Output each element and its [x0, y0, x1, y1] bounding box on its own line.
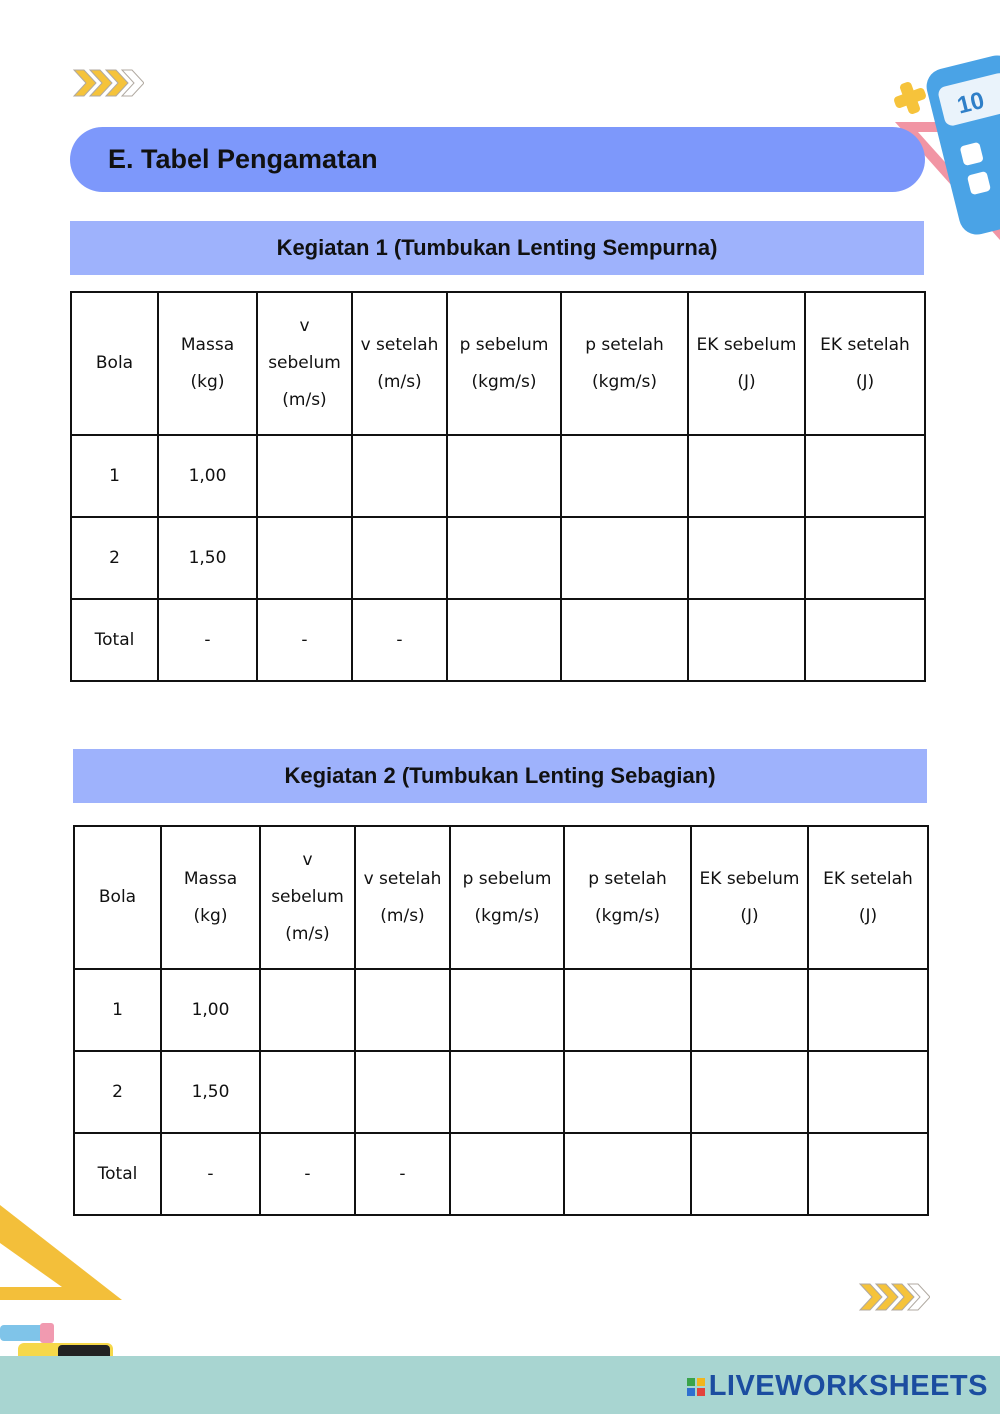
answer-cell[interactable] — [688, 599, 805, 681]
chevrons-right-icon — [858, 1282, 930, 1312]
activity1-title: Kegiatan 1 (Tumbukan Lenting Sempurna) — [276, 235, 718, 260]
column-header: EK setelah (J) — [805, 292, 925, 435]
column-header: v setelah (m/s) — [355, 826, 450, 969]
brand-logo-icon — [687, 1378, 705, 1396]
answer-cell[interactable] — [450, 1051, 564, 1133]
table-cell: - — [161, 1133, 260, 1215]
column-header: EK setelah (J) — [808, 826, 928, 969]
column-header: Bola — [71, 292, 158, 435]
answer-cell[interactable] — [564, 969, 691, 1051]
table-row — [71, 435, 925, 517]
activity2-title: Kegiatan 2 (Tumbukan Lenting Sebagian) — [284, 763, 716, 788]
answer-cell[interactable] — [352, 517, 447, 599]
answer-cell[interactable] — [260, 969, 355, 1051]
column-header: EK sebelum (J) — [688, 292, 805, 435]
answer-cell[interactable] — [691, 1051, 808, 1133]
column-header: p setelah (kgm/s) — [561, 292, 688, 435]
table-cell: 1,50 — [161, 1051, 260, 1133]
table-header-row — [71, 292, 925, 435]
column-header: v sebelum (m/s) — [260, 826, 355, 969]
table-cell: 1,00 — [158, 435, 257, 517]
brand-name: LIVEWORKSHEETS — [708, 1370, 988, 1402]
answer-cell[interactable] — [691, 969, 808, 1051]
plus-icon — [893, 81, 927, 115]
chevron-decoration-bottom — [858, 1282, 930, 1312]
answer-cell[interactable] — [352, 435, 447, 517]
column-header: v setelah (m/s) — [352, 292, 447, 435]
table-cell: - — [352, 599, 447, 681]
answer-cell[interactable] — [355, 1051, 450, 1133]
activity2-header — [73, 749, 927, 803]
table-cell: - — [355, 1133, 450, 1215]
table-cell: 1,00 — [161, 969, 260, 1051]
activity2-table — [73, 825, 929, 1216]
answer-cell[interactable] — [447, 599, 561, 681]
table-row-total — [71, 599, 925, 681]
table-row — [74, 1051, 928, 1133]
answer-cell[interactable] — [257, 517, 352, 599]
activity1-header — [70, 221, 924, 275]
footer-brand-link[interactable] — [687, 1370, 988, 1403]
column-header: p setelah (kgm/s) — [564, 826, 691, 969]
table-row — [71, 517, 925, 599]
table-cell: Total — [74, 1133, 161, 1215]
answer-cell[interactable] — [564, 1133, 691, 1215]
answer-cell[interactable] — [561, 435, 688, 517]
table-cell: 2 — [71, 517, 158, 599]
table-cell: 1 — [71, 435, 158, 517]
calculator-display: 10 — [954, 86, 987, 120]
table-cell: - — [158, 599, 257, 681]
table-cell: 1,50 — [158, 517, 257, 599]
answer-cell[interactable] — [805, 599, 925, 681]
answer-cell[interactable] — [257, 435, 352, 517]
answer-cell[interactable] — [450, 1133, 564, 1215]
chevron-decoration-top — [72, 68, 144, 98]
answer-cell[interactable] — [450, 969, 564, 1051]
answer-cell[interactable] — [808, 1051, 928, 1133]
answer-cell[interactable] — [447, 517, 561, 599]
table-cell: Total — [71, 599, 158, 681]
triangle-ruler-decoration — [0, 1195, 130, 1365]
column-header: Massa (kg) — [161, 826, 260, 969]
answer-cell[interactable] — [447, 435, 561, 517]
answer-cell[interactable] — [561, 517, 688, 599]
table-cell: 2 — [74, 1051, 161, 1133]
answer-cell[interactable] — [691, 1133, 808, 1215]
column-header: v sebelum (m/s) — [257, 292, 352, 435]
column-header: p sebelum (kgm/s) — [447, 292, 561, 435]
answer-cell[interactable] — [805, 517, 925, 599]
answer-cell[interactable] — [561, 599, 688, 681]
table-cell: - — [257, 599, 352, 681]
answer-cell[interactable] — [688, 435, 805, 517]
page-title-bar — [70, 127, 925, 192]
answer-cell[interactable] — [808, 1133, 928, 1215]
answer-cell[interactable] — [808, 969, 928, 1051]
answer-cell[interactable] — [355, 969, 450, 1051]
table-header-row — [74, 826, 928, 969]
answer-cell[interactable] — [805, 435, 925, 517]
column-header: p sebelum (kgm/s) — [450, 826, 564, 969]
column-header: Bola — [74, 826, 161, 969]
activity1-table — [70, 291, 926, 682]
answer-cell[interactable] — [564, 1051, 691, 1133]
column-header: EK sebelum (J) — [691, 826, 808, 969]
column-header: Massa (kg) — [158, 292, 257, 435]
set-square-icon — [0, 1205, 122, 1300]
table-cell: 1 — [74, 969, 161, 1051]
table-cell: - — [260, 1133, 355, 1215]
table-row-total — [74, 1133, 928, 1215]
table-row — [74, 969, 928, 1051]
chevrons-right-icon — [72, 68, 144, 98]
answer-cell[interactable] — [260, 1051, 355, 1133]
page-title: E. Tabel Pengamatan — [108, 144, 378, 174]
answer-cell[interactable] — [688, 517, 805, 599]
